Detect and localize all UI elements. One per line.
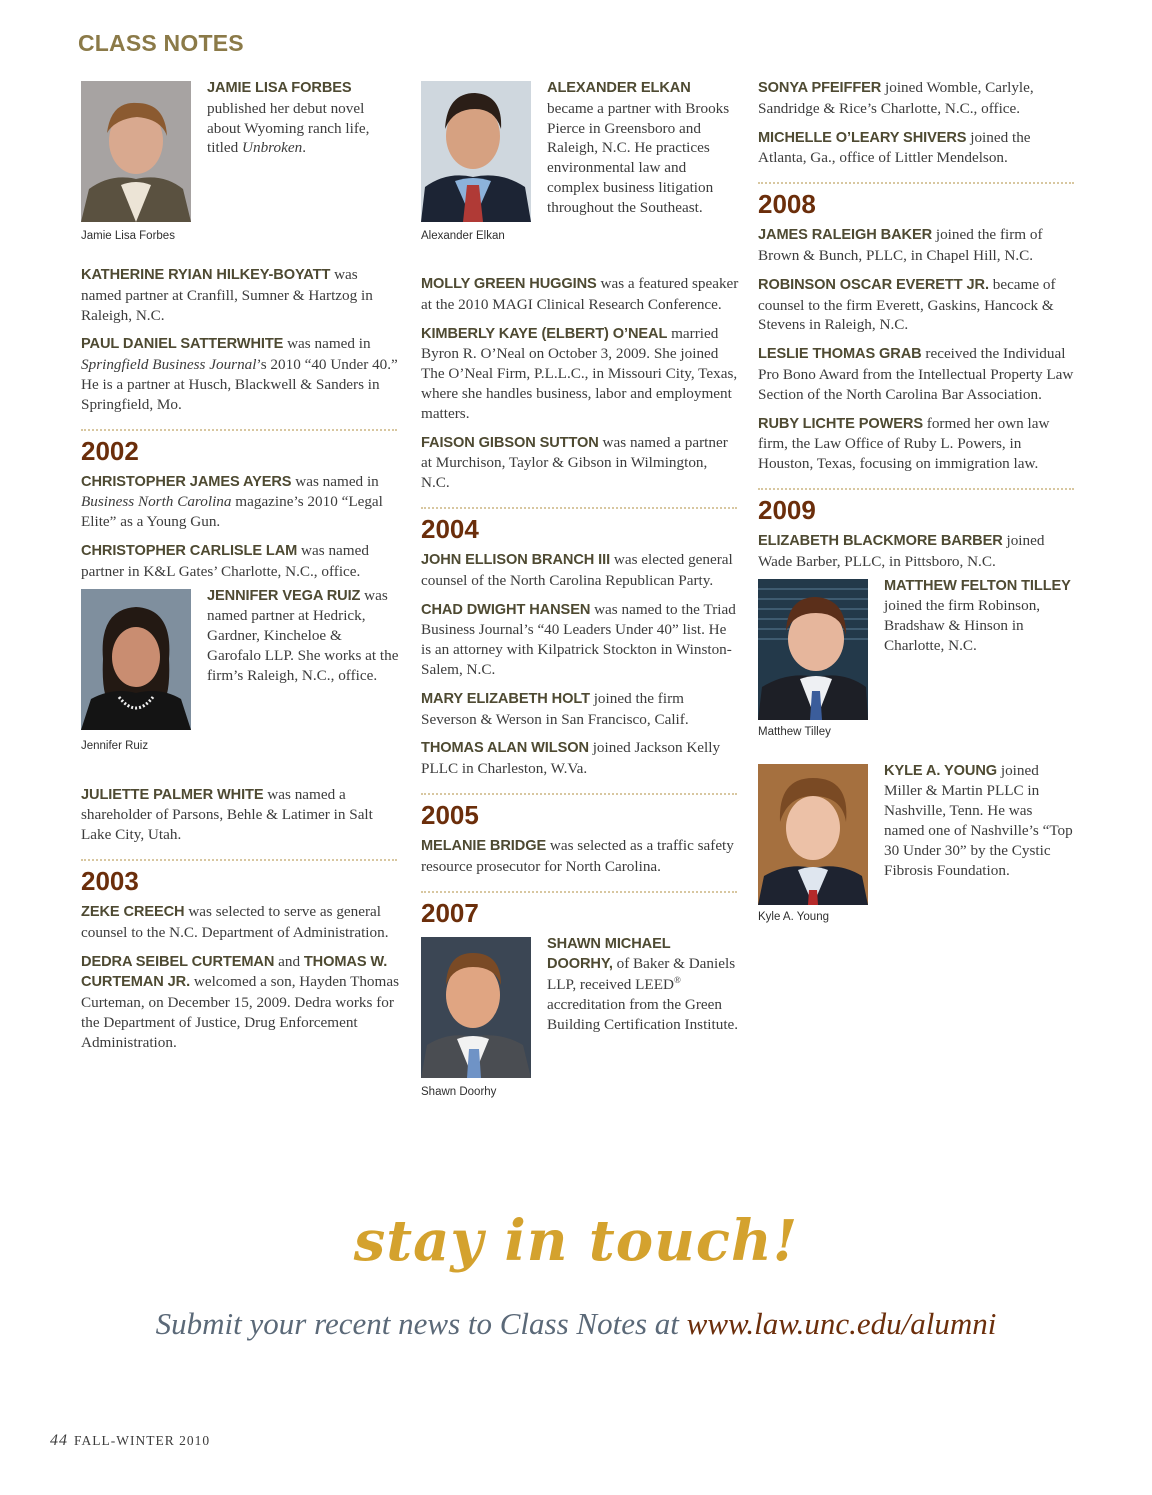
note-huggins: MOLLY GREEN HUGGINS was a featured speaker at the 2010 MAGI Clinical Research Conference. xyxy=(421,275,739,313)
column-2 xyxy=(421,78,739,1113)
year-heading-2007: 2007 xyxy=(421,897,479,928)
note-elkan: Alexander Elkan ALEXANDER ELKAN became a partner with Brooks Pierce in Greensboro and Raleigh, N.C. He practices environmental law and complex business litigation throughout the Southeast. xyxy=(421,80,730,242)
section-divider xyxy=(421,891,737,893)
year-heading-2002: 2002 xyxy=(81,435,139,466)
column-3 xyxy=(758,78,1076,940)
note-oneal: KIMBERLY KAYE (ELBERT) O’NEAL married Byron R. O’Neal on October 3, 2009. She joined The O’Neal Firm, P.L.L.C., in Missouri City, Texas, where she handles business, labor and employment matters. xyxy=(421,324,738,422)
note-everett: ROBINSON OSCAR EVERETT JR. became of counsel to the firm Everett, Gaskins, Hancock & Stevens in Raleigh, N.C. xyxy=(758,275,1056,334)
alumni-name: LESLIE THOMAS GRAB xyxy=(758,346,922,363)
page-number: 44 xyxy=(50,1432,68,1449)
alumni-name: MELANIE BRIDGE xyxy=(421,837,547,854)
stay-in-touch-headline: stay in touch! xyxy=(353,1208,799,1274)
alumni-name: MATTHEW FELTON TILLEY xyxy=(884,577,1071,594)
alumni-name: CHAD DWIGHT HANSEN xyxy=(421,601,591,618)
alumni-name: PAUL DANIEL SATTERWHITE xyxy=(81,336,284,353)
note-young: Kyle A. Young KYLE A. YOUNG joined Miller & Martin PLLC in Nashville, Tenn. He was named one of Nashville’s “Top 30 Under 30” by the Cystic Fibrosis Foundation. xyxy=(758,761,1073,923)
portrait-image xyxy=(81,81,191,222)
alumni-url-link[interactable]: www.law.unc.edu/alumni xyxy=(686,1306,997,1341)
portrait-image xyxy=(758,579,868,720)
alumni-name: JENNIFER VEGA RUIZ xyxy=(207,587,361,604)
alumni-name: MOLLY GREEN HUGGINS xyxy=(421,276,597,292)
portrait-photo-tilley xyxy=(758,579,868,720)
alumni-name: SHAWN MICHAEL DOORHY, xyxy=(547,935,671,973)
portrait-image xyxy=(81,589,191,730)
alumni-name: KATHERINE RYIAN HILKEY-BOYATT xyxy=(81,267,331,283)
book-title: Unbroken xyxy=(242,139,303,157)
note-barber: ELIZABETH BLACKMORE BARBER joined Wade Barber, PLLC, in Pittsboro, N.C. xyxy=(758,531,1045,570)
note-curteman: DEDRA SEIBEL CURTEMAN and THOMAS W. CURTEMAN JR. welcomed a son, Hayden Thomas Curteman, on December 15, 2009. Dedra works for the Department of Justice, Drug Enforcement Administration. xyxy=(81,952,399,1051)
alumni-name: THOMAS ALAN WILSON xyxy=(421,740,589,757)
section-divider xyxy=(758,488,1074,490)
note-baker: JAMES RALEIGH BAKER joined the firm of Brown & Bunch, PLLC, in Chapel Hill, N.C. xyxy=(758,226,1043,264)
alumni-name: ALEXANDER ELKAN xyxy=(547,80,691,96)
note-white: JULIETTE PALMER WHITE was named a shareholder of Parsons, Behle & Latimer in Salt Lake City, Utah. xyxy=(81,785,373,844)
year-heading-2003: 2003 xyxy=(81,865,139,896)
note-pfeiffer: SONYA PFEIFFER joined Womble, Carlyle, Sandridge & Rice’s Charlotte, N.C., office. xyxy=(758,79,1034,117)
year-heading-2008: 2008 xyxy=(758,189,816,220)
alumni-name: ROBINSON OSCAR EVERETT JR. xyxy=(758,276,989,293)
note-ayers: CHRISTOPHER JAMES AYERS was named in Business North Carolina magazine’s 2010 “Legal Elite” as a Young Gun. xyxy=(81,472,383,531)
alumni-name: SONYA PFEIFFER xyxy=(758,80,882,96)
alumni-name: JAMES RALEIGH BAKER xyxy=(758,227,933,244)
note-doorhy: Shawn Doorhy SHAWN MICHAEL DOORHY, of Baker & Daniels LLP, received LEED® accreditation from the Green Building Certification Institute. xyxy=(421,935,739,1098)
alumni-name: RUBY LICHTE POWERS xyxy=(758,415,923,432)
column-1 xyxy=(81,78,399,1062)
note-satterwhite: PAUL DANIEL SATTERWHITE was named in Springfield Business Journal’s 2010 “40 Under 40.” He is a partner at Husch, Blackwell & Sanders in Springfield, Mo. xyxy=(81,335,398,413)
year-heading-2005: 2005 xyxy=(421,799,479,830)
portrait-photo-young xyxy=(758,764,868,905)
portrait-image xyxy=(758,764,868,905)
alumni-name: FAISON GIBSON SUTTON xyxy=(421,434,599,451)
note-powers: RUBY LICHTE POWERS formed her own law firm, the Law Office of Ruby L. Powers, in Houston, Texas, focusing on immigration law. xyxy=(758,414,1050,473)
note-forbes: Jamie Lisa Forbes JAMIE LISA FORBES published her debut novel about Wyoming ranch life, titled Unbroken. xyxy=(81,80,370,242)
section-divider xyxy=(421,793,737,795)
photo-caption: Alexander Elkan xyxy=(421,230,505,242)
portrait-photo-ruiz xyxy=(81,589,191,730)
alumni-name: CHRISTOPHER JAMES AYERS xyxy=(81,473,292,490)
alumni-name: ZEKE CREECH xyxy=(81,903,185,920)
note-grab: LESLIE THOMAS GRAB received the Individual Pro Bono Award from the Intellectual Property Law Section of the North Carolina Bar Association. xyxy=(758,345,1074,403)
note-sutton: FAISON GIBSON SUTTON was named a partner at Murchison, Taylor & Gibson in Wilmington, N.C. xyxy=(421,433,728,492)
alumni-name: ELIZABETH BLACKMORE BARBER xyxy=(758,532,1003,549)
note-wilson: THOMAS ALAN WILSON joined Jackson Kelly PLLC in Charleston, W.Va. xyxy=(421,739,721,778)
alumni-name: JAMIE LISA FORBES xyxy=(207,80,352,96)
alumni-name: MARY ELIZABETH HOLT xyxy=(421,690,590,707)
note-lam: CHRISTOPHER CARLISLE LAM was named partner in K&L Gates’ Charlotte, N.C., office. xyxy=(81,541,369,580)
issue-label: FALL-WINTER 2010 xyxy=(74,1433,211,1448)
photo-caption: Jamie Lisa Forbes xyxy=(81,230,175,242)
note-bridge: MELANIE BRIDGE was selected as a traffic safety resource prosecutor for North Carolina. xyxy=(421,836,734,875)
alumni-name: MICHELLE O’LEARY SHIVERS xyxy=(758,129,967,146)
alumni-name: THOMAS W. CURTEMAN JR. xyxy=(81,953,388,991)
page-footer xyxy=(50,1432,210,1450)
portrait-photo-elkan xyxy=(421,81,531,222)
photo-caption: Matthew Tilley xyxy=(758,725,831,738)
note-creech: ZEKE CREECH was selected to serve as general counsel to the N.C. Department of Administration. xyxy=(81,902,389,941)
alumni-name: KIMBERLY KAYE (ELBERT) O’NEAL xyxy=(421,325,668,342)
section-divider xyxy=(81,429,397,431)
portrait-image xyxy=(421,937,531,1078)
portrait-photo-forbes xyxy=(81,81,191,222)
note-ruiz: Jennifer Ruiz JENNIFER VEGA RUIZ was named partner at Hedrick, Gardner, Kincheloe & Garofalo LLP. She works at the firm’s Raleigh, N.C., office. xyxy=(81,586,399,752)
note-branch: JOHN ELLISON BRANCH III was elected general counsel of the North Carolina Republican Party. xyxy=(421,550,733,589)
alumni-name: DEDRA SEIBEL CURTEMAN xyxy=(81,953,275,970)
year-heading-2009: 2009 xyxy=(758,494,816,525)
portrait-photo-doorhy xyxy=(421,937,531,1078)
photo-caption: Jennifer Ruiz xyxy=(81,739,149,752)
alumni-name: JULIETTE PALMER WHITE xyxy=(81,786,264,803)
note-holt: MARY ELIZABETH HOLT joined the firm Severson & Werson in San Francisco, Calif. xyxy=(421,689,689,728)
note-tilley: Matthew Tilley MATTHEW FELTON TILLEY joined the firm Robinson, Bradshaw & Hinson in Charlotte, N.C. xyxy=(758,577,1071,738)
registered-trademark: ® xyxy=(673,975,681,986)
note-shivers: MICHELLE O’LEARY SHIVERS joined the Atlanta, Ga., office of Littler Mendelson. xyxy=(758,128,1031,167)
portrait-image xyxy=(421,81,531,222)
note-hansen: CHAD DWIGHT HANSEN was named to the Triad Business Journal’s “40 Leaders Under 40” list. He is an attorney with Kilpatrick Stockton in Winston-Salem, N.C. xyxy=(421,600,736,678)
photo-caption: Kyle A. Young xyxy=(758,910,829,923)
photo-caption: Shawn Doorhy xyxy=(421,1085,497,1098)
section-divider xyxy=(81,859,397,861)
note-hilkey-boyatt: KATHERINE RYIAN HILKEY-BOYATT was named partner at Cranfill, Sumner & Hartzog in Raleigh, N.C. xyxy=(81,266,373,324)
alumni-name: JOHN ELLISON BRANCH III xyxy=(421,551,611,568)
page-title: CLASS NOTES xyxy=(78,30,244,56)
alumni-name: KYLE A. YOUNG xyxy=(884,762,998,779)
year-heading-2004: 2004 xyxy=(421,513,479,544)
section-divider xyxy=(758,182,1074,184)
section-divider xyxy=(421,507,737,509)
submit-news-line: Submit your recent news to Class Notes at www.law.unc.edu/alumni xyxy=(155,1306,997,1341)
alumni-name: CHRISTOPHER CARLISLE LAM xyxy=(81,542,298,559)
